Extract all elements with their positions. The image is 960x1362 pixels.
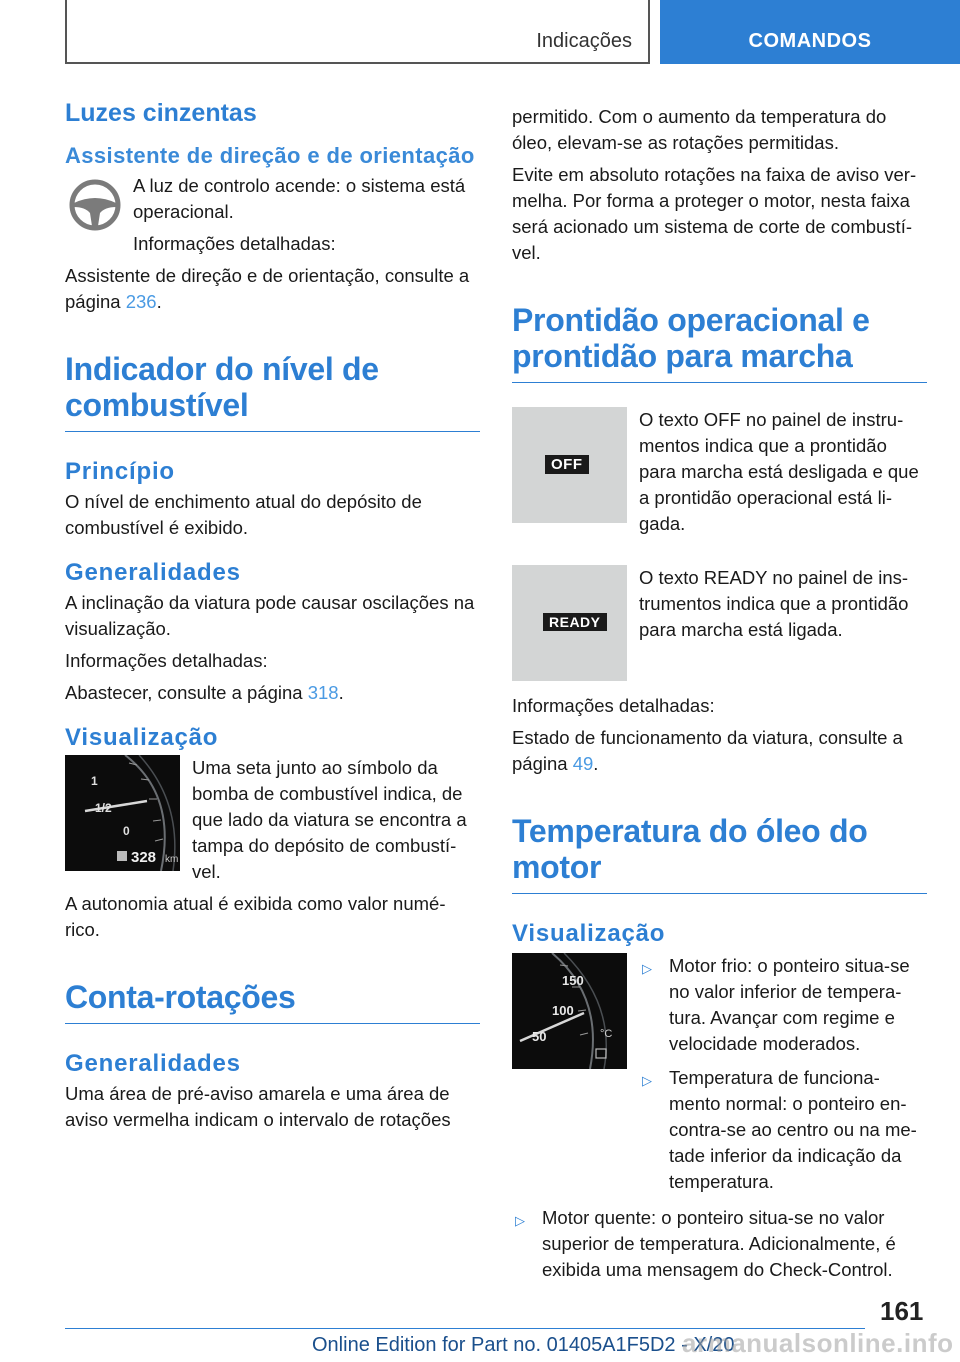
heading-indicador-combustivel: Indicador do nível de combustível — [65, 351, 480, 432]
heading-assistente: Assistente de direção e de orientação — [65, 143, 475, 168]
header-section-box — [65, 0, 650, 64]
header-chapter-tab[interactable]: COMANDOS — [660, 0, 960, 64]
vis-text: Uma seta junto ao símbolo da bomba de combustível indica, de que lado da viatura se encontra a tampa do depósito de combustí‐vel. — [192, 757, 467, 882]
list-item: ▷ Motor quente: o ponteiro situa-se no valor superior de temperatura. Adicionalmente, é exibida uma mensagem do Check-Control. — [515, 1207, 896, 1280]
list-item: ▷ Temperatura de funciona‐mento normal: o ponteiro en‐contra-se ao centro ou na me‐tade inferior da indicação da temperatura. — [642, 1067, 917, 1192]
fuel-gauge-range: 328 — [131, 849, 157, 866]
assist-icon-row — [65, 173, 480, 263]
right-column — [512, 104, 927, 1291]
fuel-gauge-half: 1/2 — [95, 801, 112, 815]
oil-gauge-row — [512, 953, 927, 1203]
rpm-general-text: Uma área de pré-aviso amarela e uma área de aviso vermelha indicam o intervalo de rotações — [65, 1083, 451, 1130]
assist-text: A luz de controlo acende: o sistema está operacional. — [133, 175, 466, 222]
general-info: Informações detalhadas: — [65, 650, 268, 671]
heading-principio: Princípio — [65, 458, 175, 485]
heading-conta-rotacoes: Conta-rotações — [65, 979, 480, 1024]
assist-info: Informações detalhadas: — [133, 233, 336, 254]
fuel-gauge-full: 1 — [91, 774, 98, 788]
watermark: armanualsonline.info — [682, 1328, 954, 1358]
principio-text: O nível de enchimento atual do depósito de combustível é exibido. — [65, 491, 422, 538]
general-page-link[interactable]: 318 — [307, 682, 339, 703]
heading-generalidades-1: Generalidades — [65, 559, 241, 586]
left-column — [65, 98, 480, 1139]
rpm-avoid: Evite em absoluto rotações na faixa de aviso ver‐melha. Por forma a proteger o motor, nesta faixa será acionado um sistema de corte de combustí‐vel. — [512, 164, 917, 263]
vis-text-2: A autonomia atual é exibida como valor numé‐rico. — [65, 893, 446, 940]
fuel-pump-icon — [117, 851, 127, 861]
ready-tag: READY — [543, 613, 607, 631]
assist-page-link[interactable]: 236 — [125, 291, 157, 312]
fuel-gauge-empty: 0 — [123, 824, 130, 838]
ready-text: O texto READY no painel de ins‐trumentos indica que a prontidão para marcha está ligada. — [639, 567, 909, 640]
steering-wheel-icon — [69, 173, 123, 236]
heading-temperatura-oleo: Temperatura do óleo do motor — [512, 813, 927, 894]
fuel-gauge-image — [65, 755, 180, 871]
off-text: O texto OFF no painel de instru‐mentos indica que a prontidão para marcha está desligada e que a prontidão operacional está li‐gada. — [639, 409, 919, 534]
off-tag: OFF — [545, 455, 589, 474]
ready-reference: Estado de funcionamento da viatura, consulte a página 49. — [512, 727, 903, 774]
triangle-bullet-icon: ▷ — [642, 1073, 652, 1088]
ready-display-image — [512, 565, 627, 681]
oil-gauge-50: 50 — [532, 1029, 547, 1044]
off-display-image — [512, 407, 627, 523]
general-text: A inclinação da viatura pode causar oscilações na visualização. — [65, 592, 475, 639]
off-row — [512, 407, 927, 543]
footer-edition: Online Edition for Part no. 01405A1F5D2 - X/20 — [312, 1334, 735, 1356]
heading-generalidades-2: Generalidades — [65, 1050, 241, 1077]
header-section-title: Indicações — [536, 30, 632, 52]
heading-visualizacao-2: Visualização — [512, 920, 666, 947]
triangle-bullet-icon: ▷ — [642, 961, 652, 976]
assist-reference: Assistente de direção e de orientação, consulte a página 236. — [65, 265, 470, 312]
page-header — [0, 0, 960, 66]
fuel-gauge-row — [65, 755, 480, 891]
ready-info: Informações detalhadas: — [512, 695, 715, 716]
ready-row — [512, 565, 927, 681]
heading-visualizacao-1: Visualização — [65, 724, 219, 751]
oil-gauge-unit: °C — [600, 1028, 613, 1040]
ready-page-link[interactable]: 49 — [572, 753, 594, 774]
general-reference: Abastecer, consulte a página 318. — [65, 682, 344, 703]
oil-bullet-list — [639, 953, 927, 1195]
oil-gauge-image — [512, 953, 627, 1069]
heading-prontidao: Prontidão operacional e prontidão para marcha — [512, 302, 927, 383]
oil-bullet-list-2 — [512, 1205, 927, 1283]
fuel-gauge-unit: km — [165, 854, 179, 865]
page-number: 161 — [880, 1296, 924, 1326]
oil-gauge-100: 100 — [552, 1003, 574, 1018]
oil-gauge-150: 150 — [562, 973, 584, 988]
triangle-bullet-icon: ▷ — [515, 1213, 525, 1228]
heading-luzes-cinzentas: Luzes cinzentas — [65, 99, 257, 127]
rpm-continuation: permitido. Com o aumento da temperatura do óleo, elevam-se as rotações permitidas. — [512, 106, 887, 153]
list-item: ▷ Motor frio: o ponteiro situa-se no valor inferior de tempera‐tura. Avançar com regime e velocidade moderados. — [642, 955, 910, 1054]
